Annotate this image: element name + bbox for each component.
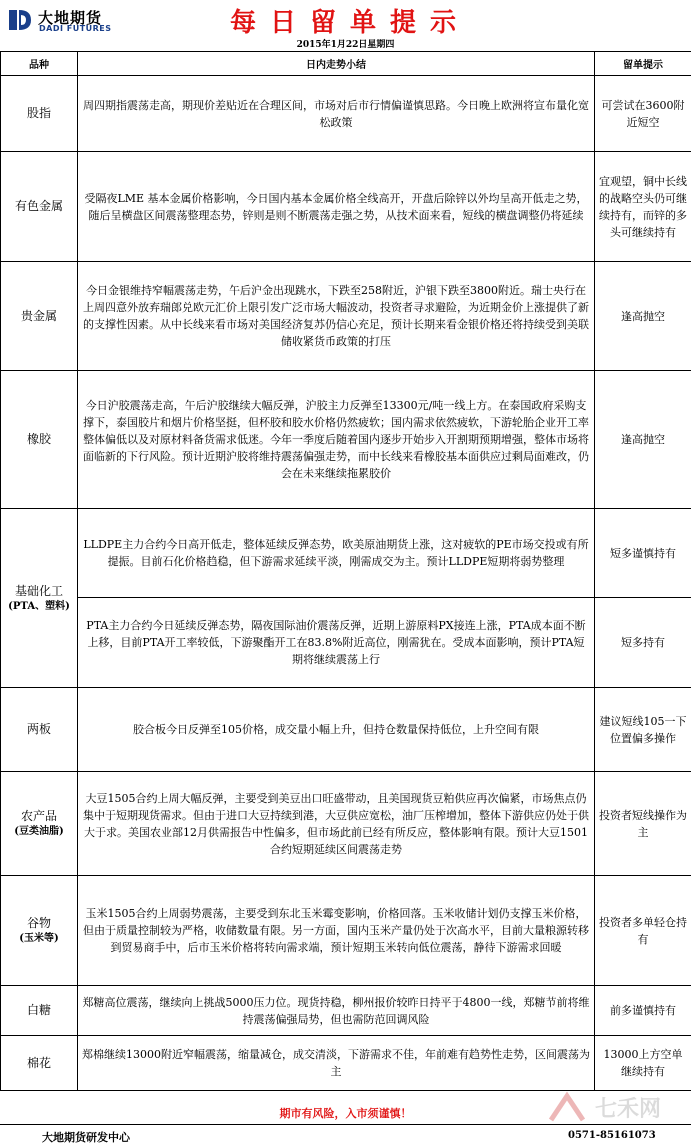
row-advice: 短多持有	[595, 598, 691, 688]
row-advice: 宜观望，铜中长线的战略空头仍可继续持有，而锌的多头可继续持有	[595, 152, 691, 262]
row-category: 棉花	[1, 1036, 78, 1091]
row-summary: 玉米1505合约上周弱势震荡，主要受到东北玉米霉变影响，价格回落。玉米收储计划仍支撑玉米价格，但由于质量控制较为严格，收储数量有限。另一方面，国内玉米产量仍处于次高水平，目前大量粮源转移到贸易商手中，后市玉米价格将转向需求端，预计短期玉米转向低位震荡，静待下游需求回暖	[78, 876, 595, 986]
row-summary: 今日沪胶震荡走高，午后沪胶继续大幅反弹，沪胶主力反弹至13300元/吨一线上方。在泰国政府采购支撑下，泰国胶片和烟片价格坚挺，但杯胶和胶水价格仍然疲软；国内需求依然疲软，下游轮胎企业开工率整体偏低以及对原材料备货需求低迷。今年一季度后随着国内逐步开始步入开割期预期增强，整体市场将面临新的下行风险。预计近期沪胶将维持震荡偏强走势，而中长线来看橡胶基本面供应过剩局面难改，仍会在未来继续拖累胶价	[78, 371, 595, 509]
logo-subtext: DADI FUTURES	[39, 24, 112, 33]
row-category: 基础化工 (PTA、塑料)	[1, 509, 78, 688]
row-category-sub: (玉米等)	[5, 932, 73, 946]
row-summary: 周四期指震荡走高，期现价差贴近在合理区间，市场对后市行情偏谨慎思路。今日晚上欧洲将宣布量化宽松政策	[78, 76, 595, 152]
phone-number: 0571-85161073	[568, 1130, 656, 1141]
row-summary: PTA主力合约今日延续反弹态势，隔夜国际油价震荡反弹，近期上游原料PX接连上涨，PTA成本面不断上移，目前PTA开工率较低，下游聚酯开工在83.8%附近高位，刚需犹在。受成本面影响，预计PTA短期将继续震荡上行	[78, 598, 595, 688]
row-advice: 逢高抛空	[595, 262, 691, 371]
report-date: 2015年1月22日星期四	[0, 37, 691, 51]
table-row	[1, 688, 691, 772]
row-category: 橡胶	[1, 371, 78, 509]
column-header-category: 品种	[1, 52, 78, 76]
row-summary: 郑棉继续13000附近窄幅震荡，缩量减仓，成交清淡，下游需求不佳，年前难有趋势性走势，区间震荡为主	[78, 1036, 595, 1091]
table-row	[1, 371, 691, 509]
table-row	[1, 152, 691, 262]
row-category: 两板	[1, 688, 78, 772]
risk-warning: 期市有风险，入市须谨慎！	[0, 1104, 691, 1124]
table-row	[1, 76, 691, 152]
row-category-sub: (豆类油脂)	[5, 825, 73, 839]
row-summary: 郑糖高位震荡，继续向上挑战5000压力位。现货持稳，柳州报价较昨日持平于4800一线，郑糖节前将维持震荡偏强局势，但也需防范回调风险	[78, 986, 595, 1036]
row-advice: 投资者多单轻仓持有	[595, 876, 691, 986]
row-category: 有色金属	[1, 152, 78, 262]
row-category-sub: (PTA、塑料)	[5, 600, 73, 614]
row-summary: 今日金银维持窄幅震荡走势，午后沪金出现跳水，下跌至258附近，沪银下跌至3800附近。瑞士央行在上周四意外放弃瑞郎兑欧元汇价上限引发广泛市场大幅波动，投资者寻求避险，为近期金价上涨提供了新的支撑性因素。从中长线来看市场对美国经济复苏仍信心充足，预计长期来看金银价格还将持续受到美联储收紧货币政策的打压	[78, 262, 595, 371]
row-category: 谷物 (玉米等)	[1, 876, 78, 986]
page-title: 每日留单提示	[170, 2, 530, 39]
table-row	[1, 262, 691, 371]
row-category: 白糖	[1, 986, 78, 1036]
row-advice: 前多谨慎持有	[595, 986, 691, 1036]
row-advice: 短多谨慎持有	[595, 509, 691, 598]
row-summary: 胶合板今日反弹至105价格，成交量小幅上升，但持仓数量保持低位，上升空间有限	[78, 688, 595, 772]
dadi-logo-icon	[6, 6, 34, 34]
logo	[6, 6, 136, 34]
table-row	[1, 986, 691, 1036]
table-row	[1, 1036, 691, 1091]
row-advice: 可尝试在3600附近短空	[595, 76, 691, 152]
row-category: 贵金属	[1, 262, 78, 371]
row-summary: 大豆1505合约上周大幅反弹，主要受到美豆出口旺盛带动，且美国现货豆粕供应再次偏紧，市场焦点仍集中于短期现货需求。但由于进口大豆持续到港，大豆供应宽松，油厂压榨增加，整体下游供应仍处于供大于求。美国农业部12月供需报告中性偏多，但市场此前已经有所反应，整体影响有限。预计大豆1501合约短期延续区间震荡走势	[78, 772, 595, 876]
column-header-summary: 日内走势小结	[78, 52, 595, 76]
row-advice: 逢高抛空	[595, 371, 691, 509]
row-advice: 建议短线105一下位置偏多操作	[595, 688, 691, 772]
row-summary: 受隔夜LME 基本金属价格影响，今日国内基本金属价格全线高开，开盘后除锌以外均呈高开低走之势，随后呈横盘区间震荡整理态势，锌则是则不断震荡走强之势，从技术面来看，短线的横盘调整仍将延续	[78, 152, 595, 262]
header	[0, 0, 691, 38]
table-row	[1, 772, 691, 876]
advice-table	[0, 51, 691, 1091]
org-name: 大地期货研发中心	[42, 1129, 130, 1145]
logo-text: 大地期货	[38, 7, 102, 28]
table-header-row	[1, 52, 691, 76]
row-category: 农产品 (豆类油脂)	[1, 772, 78, 876]
row-advice: 13000上方空单继续持有	[595, 1036, 691, 1091]
watermark	[545, 1088, 685, 1128]
watermark-logo-icon	[545, 1090, 589, 1126]
watermark-text: 七禾网	[595, 1092, 661, 1123]
table-row	[1, 876, 691, 986]
row-category: 股指	[1, 76, 78, 152]
table-row	[1, 598, 691, 688]
table-row	[1, 509, 691, 598]
row-summary: LLDPE主力合约今日高开低走，整体延续反弹态势，欧美原油期货上涨，这对疲软的PE市场交投或有所提振。目前石化价格趋稳，但下游需求延续平淡，刚需成交为主。预计LLDPE短期将弱势整理	[78, 509, 595, 598]
column-header-advice: 留单提示	[595, 52, 691, 76]
row-advice: 投资者短线操作为主	[595, 772, 691, 876]
